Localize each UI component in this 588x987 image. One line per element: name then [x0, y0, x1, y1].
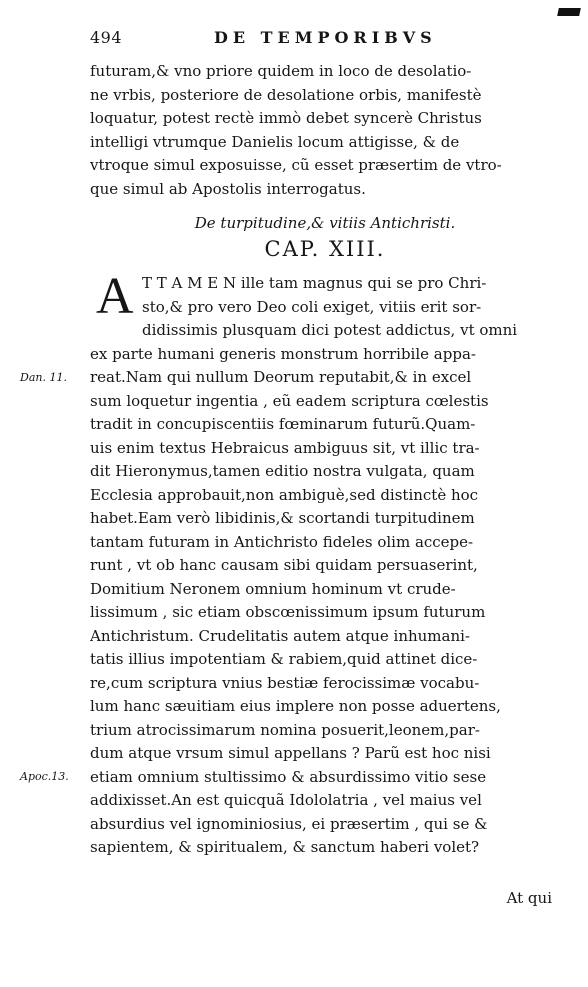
text-line: dit Hieronymus,tamen editio nostra vulgata, quam [90, 462, 475, 480]
margin-note-daniel: Dan. 11. [20, 371, 67, 384]
text-line: lum hanc sæuitiam eius implere non posse aduertens, [90, 697, 501, 715]
text-line: reat.Nam qui nullum Deorum reputabit,& in excel [90, 368, 472, 386]
scan-corner-mark [557, 8, 581, 16]
text-line: Domitium Neronem omnium hominum vt crude- [90, 579, 456, 598]
paragraph-body [90, 343, 560, 860]
text-line: intelligi vtrumque Danielis locum attigisse, & de [90, 132, 460, 151]
text-line: Ecclesia approbauit,non ambiguè,sed distinctè hoc [90, 485, 479, 504]
text-line: runt , vt ob hanc causam sibi quidam persuaserint, [90, 556, 478, 574]
text-line: ne vrbis, posteriore de desolatione orbis, manifestè [90, 85, 482, 104]
text-line: sto,& pro vero Deo coli exiget, vitiis erit sor- [142, 297, 482, 316]
catchword: At qui [506, 889, 552, 907]
margin-note-apocalypse: Apoc.13. [20, 770, 69, 783]
text-line: T T A M E N ille tam magnus qui se pro Chri- [142, 274, 487, 292]
text-line: absurdius vel ignominiosius, ei præsertim , qui se & [90, 814, 488, 833]
page-header [90, 28, 560, 54]
text-line: trium atrocissimarum nomina posuerit,leonem,par- [90, 720, 480, 739]
paragraph-opening [142, 272, 560, 343]
text-line: sapientem, & spiritualem, & sanctum haberi volet? [90, 838, 480, 856]
text-line: lissimum , sic etiam obscœnissimum ipsum futurum [90, 603, 486, 621]
text-line: tatis illius impotentiam & rabiem,quid attinet dice- [90, 650, 478, 668]
text-line: tradit in concupiscentiis fœminarum futurũ.Quam- [90, 415, 476, 433]
text-line: tantam futuram in Antichristo fideles olim accepe- [90, 532, 474, 551]
paragraph-continued [90, 60, 560, 201]
text-line: habet.Eam verò libidinis,& scortandi turpitudinem [90, 509, 475, 527]
text-line: uis enim textus Hebraicus ambiguus sit, vt illic tra- [90, 438, 480, 457]
text-line: ex parte humani generis monstrum horribile appa- [90, 344, 476, 363]
chapter-heading: CAP. XIII. [264, 237, 386, 261]
text-line: que simul ab Apostolis interrogatus. [90, 179, 366, 198]
drop-cap: A [96, 268, 134, 325]
text-line: re,cum scriptura vnius bestiæ ferocissimæ vocabu- [90, 673, 480, 692]
text-line: etiam omnium stultissimo & absurdissimo vitio sese [90, 767, 487, 786]
text-line: loquatur, potest rectè immò debet syncerè Christus [90, 109, 482, 127]
text-line: sum loquetur ingentia , eũ eadem scriptura cœlestis [90, 391, 489, 410]
text-line: didissimis plusquam dici potest addictus, vt omni [142, 321, 518, 339]
running-title: DE TEMPORIBVS [214, 28, 437, 47]
page-number: 494 [90, 28, 123, 47]
text-line: dum atque vrsum simul appellans ? Parũ est hoc nisi [90, 744, 491, 762]
text-line: Antichristum. Crudelitatis autem atque inhumani- [90, 626, 470, 645]
text-line: addixisset.An est quicquã Idololatria , vel maius vel [90, 791, 482, 809]
chapter-subtitle: De turpitudine,& vitiis Antichristi. [194, 214, 456, 232]
text-line: vtroque simul exposuisse, cũ esset præsertim de vtro- [90, 156, 502, 174]
text-line: futuram,& vno priore quidem in loco de desolatio- [90, 62, 472, 80]
